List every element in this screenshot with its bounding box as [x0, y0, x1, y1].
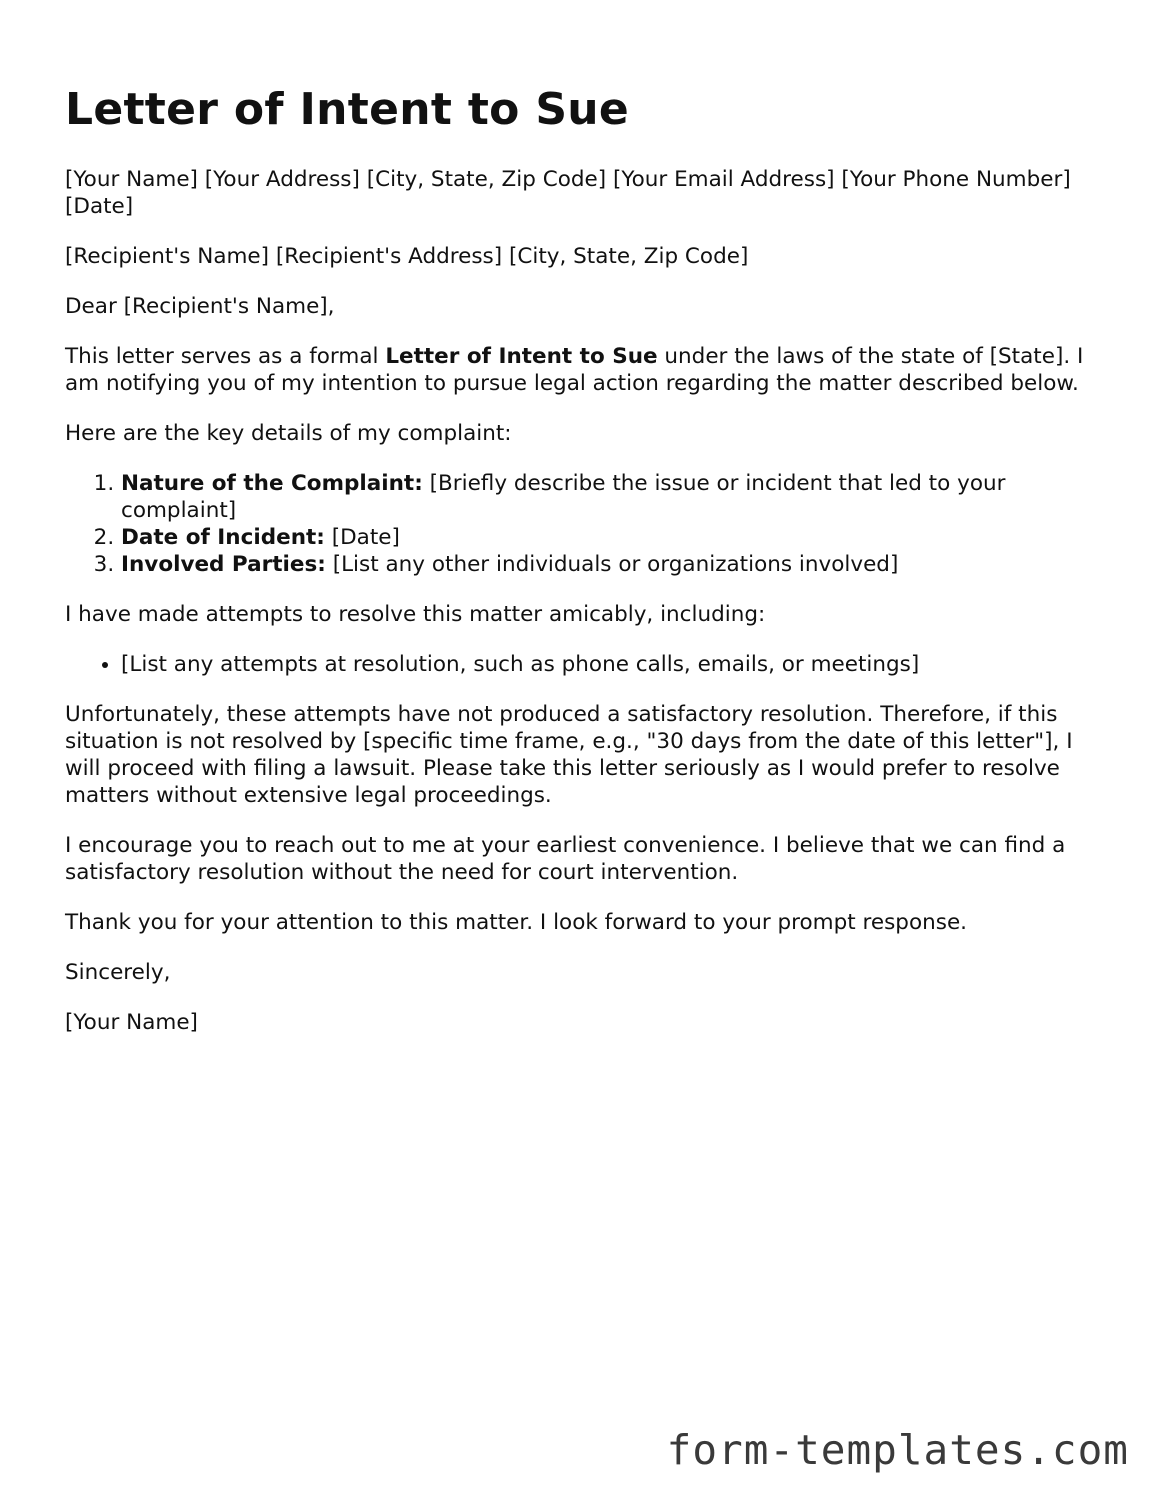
watermark: form-templates.com [666, 1426, 1129, 1474]
detail-text: [Briefly describe the issue or incident that led to your complaint] [121, 471, 1006, 523]
intro-bold-title: Letter of Intent to Sue [385, 344, 658, 369]
detail-text: [List any other individuals or organizations involved] [325, 552, 899, 577]
paragraph-unfortunately: Unfortunately, these attempts have not produced a satisfactory resolution. Therefore, if this situation is not resolved by [specific time frame, e.g., "30 days from the date of this letter"], I will proceed with filing a lawsuit. Please take this letter seriously as I would prefer to resolve matters without extensive legal proceedings. [65, 702, 1073, 808]
intro-text-before: This letter serves as a formal [65, 344, 386, 369]
closing: Sincerely, [65, 960, 171, 985]
signature: [Your Name] [65, 1010, 198, 1035]
recipient-block: [Recipient's Name] [Recipient's Address] [City, State, Zip Code] [65, 244, 749, 269]
paragraph-thanks: Thank you for your attention to this matter. I look forward to your prompt response. [65, 910, 968, 935]
page-title: Letter of Intent to Sue [65, 84, 630, 135]
paragraph-encourage: I encourage you to reach out to me at your earliest convenience. I believe that we can find a satisfactory resolution without the need for court intervention. [65, 833, 1066, 885]
list-item [121, 470, 1105, 524]
detail-label: Involved Parties: [121, 552, 326, 577]
details-lead: Here are the key details of my complaint: [65, 421, 512, 446]
intro-paragraph [65, 343, 1105, 397]
list-item: • [List any attempts at resolution, such as phone calls, emails, or meetings] [121, 651, 1105, 678]
list-item [121, 524, 1105, 551]
sender-block: [Your Name] [Your Address] [City, State, Zip Code] [Your Email Address] [Your Phone Number] [Date] [65, 167, 1071, 219]
detail-text: [Date] [324, 525, 400, 550]
intro-text-after: under the laws of the state of [State]. I am notifying you of my intention to pursue legal action regarding the matter described below. [65, 344, 1084, 396]
list-item [121, 551, 1105, 578]
detail-label: Nature of the Complaint: [121, 471, 423, 496]
complaint-details-list [65, 470, 1105, 578]
salutation: Dear [Recipient's Name], [65, 294, 335, 319]
detail-label: Date of Incident: [121, 525, 325, 550]
letter-page [65, 0, 1105, 1036]
resolution-attempts-list [65, 651, 1105, 678]
attempts-lead: I have made attempts to resolve this matter amicably, including: [65, 602, 766, 627]
